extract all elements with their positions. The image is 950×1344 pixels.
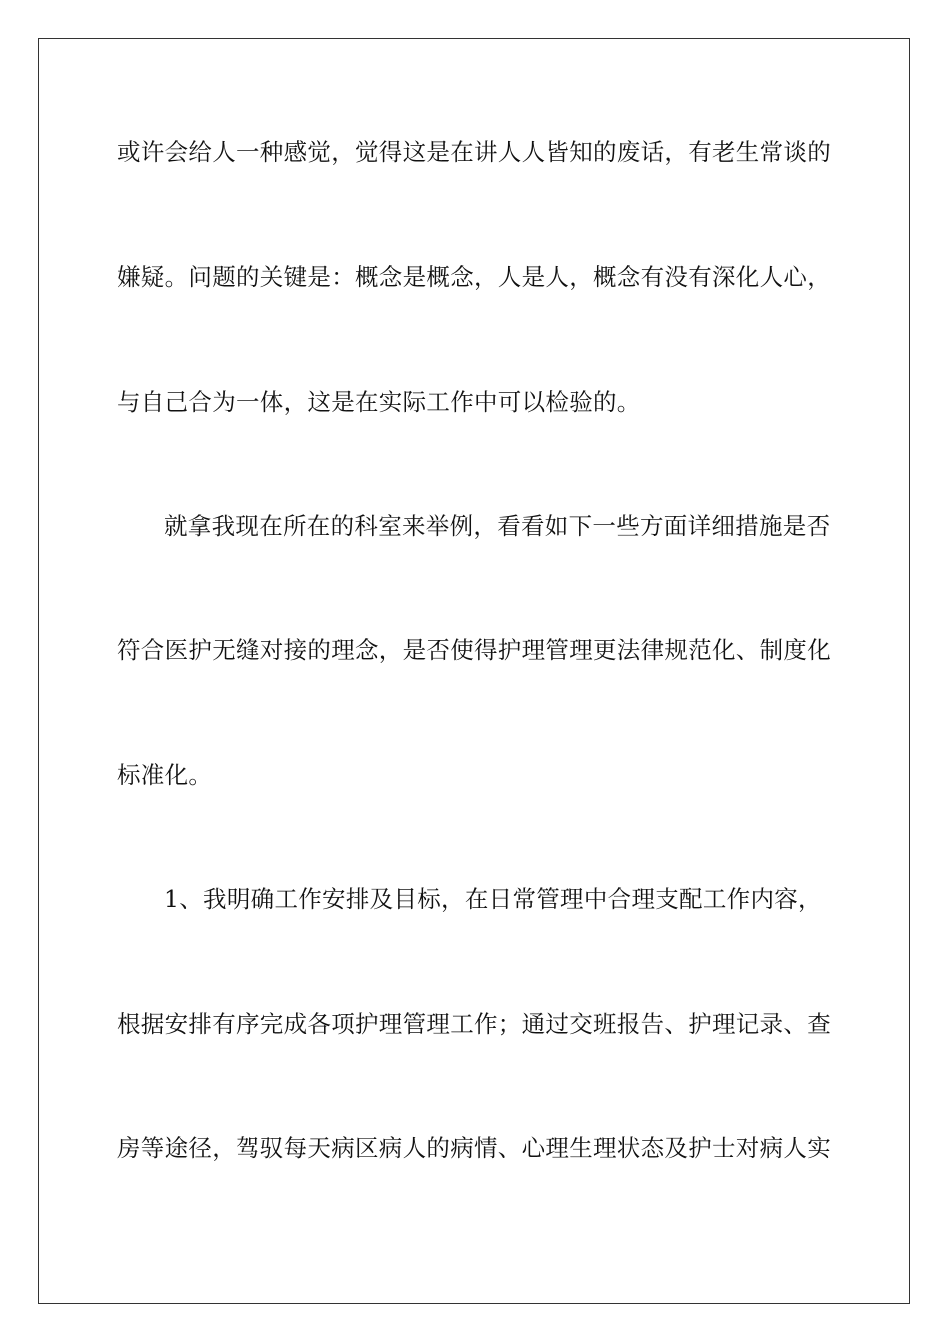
- text-line-3: 与自己合为一体，这是在实际工作中可以检验的。: [117, 388, 641, 416]
- text-line-6: 标准化。: [117, 761, 213, 789]
- text-line-5: 符合医护无缝对接的理念，是否使得护理管理更法律规范化、制度化: [117, 636, 831, 664]
- text-line-8: 根据安排有序完成各项护理管理工作；通过交班报告、护理记录、查: [117, 1010, 831, 1038]
- page-border: [38, 38, 910, 1304]
- text-line-2: 嫌疑。问题的关键是：概念是概念，人是人，概念有没有深化人心，: [117, 263, 831, 291]
- text-line-1: 或许会给人一种感觉，觉得这是在讲人人皆知的废话，有老生常谈的: [117, 138, 831, 166]
- text-line-4: 就拿我现在所在的科室来举例，看看如下一些方面详细措施是否: [164, 512, 831, 540]
- text-line-9: 房等途径，驾驭每天病区病人的病情、心理生理状态及护士对病人实: [117, 1134, 831, 1162]
- text-line-7: 1、我明确工作安排及目标，在日常管理中合理支配工作内容，: [164, 885, 822, 913]
